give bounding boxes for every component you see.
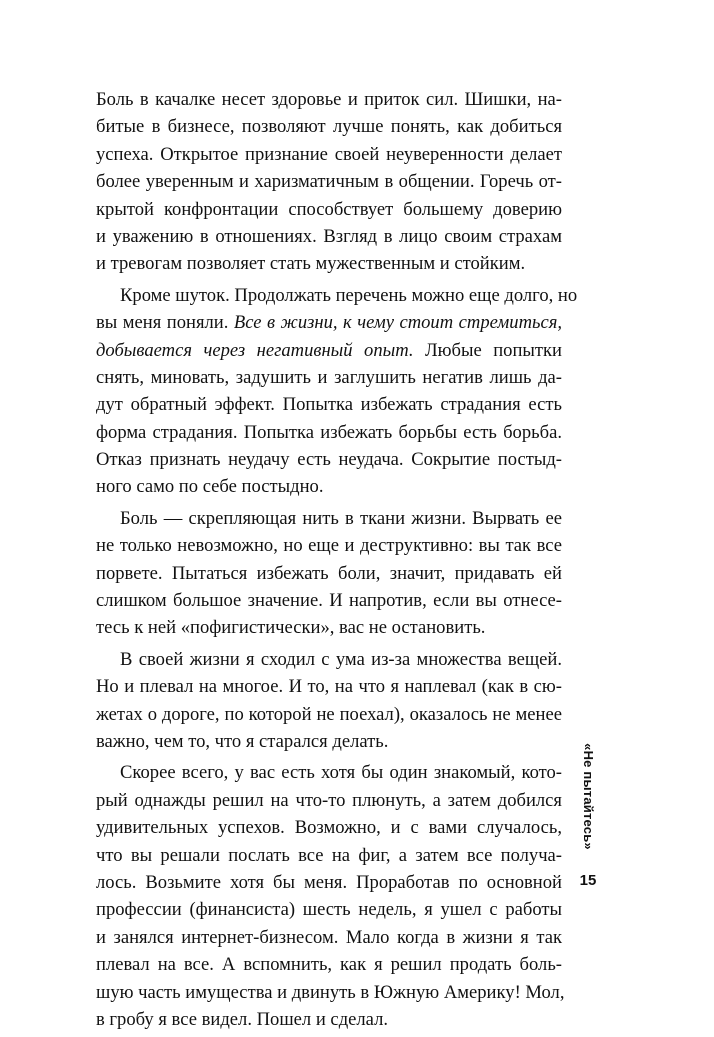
text-line: и тревогам позволяет стать мужественным и стойким. [96,253,526,275]
text-line: дут обратный эффект. Попытка избежать страдания есть [96,394,562,416]
paragraph [96,759,565,1033]
text-line: что вы решали послать все на фиг, а затем все получа- [96,844,562,866]
text-line: плевал на все. А вспомнить, как я решил продать боль- [96,954,562,976]
text-line: снять, миновать, задушить и заглушить негатив лишь да- [96,366,562,388]
text-line: успеха. Открытое признание своей неуверенности делает [96,143,562,165]
paragraph [96,86,562,278]
emphasis: добывается через негативный опыт. [96,339,414,361]
text-line: Скорее всего, у вас есть хотя бы один знакомый, кото- [120,762,562,784]
text-line: лось. Возьмите хотя бы меня. Проработав по основной [96,871,562,893]
text-line: в гробу я все видел. Пошел и сделал. [96,1008,389,1030]
text-line: Отказ признать неудачу есть неудача. Сокрытие постыд- [96,449,562,471]
text-line: и уважению в отношениях. Взгляд в лицо своим страхам [96,225,562,247]
running-title [560,742,616,850]
text-line: Боль — скрепляющая нить в ткани жизни. Вырвать ее [120,507,562,529]
text-line: важно, чем то, что я старался делать. [96,730,389,752]
text-line: битые в бизнесе, позволяют лучше понять, как добиться [96,116,562,138]
text-line: В своей жизни я сходил с ума из-за множества вещей. [120,648,562,670]
running-title-text: «Не пытайтесь» [580,742,596,850]
emphasis: Все в жизни, к чему стоит стремиться, [233,312,563,334]
text-line: добывается через негативный опыт. Любые попытки [96,339,562,361]
text-line: рый однажды решил на что-то плюнуть, а затем добился [96,789,562,811]
paragraph [96,505,562,642]
text-line: Кроме шуток. Продолжать перечень можно еще долго, но [120,284,578,306]
text-line: тесь к ней «пофигистически», вас не остановить. [96,617,486,639]
text-line: шую часть имущества и двинуть в Южную Америку! Мол, [96,981,565,1003]
text-line: крытой конфронтации способствует большему доверию [96,198,562,220]
text-line: Но и плевал на многое. И то, на что я наплевал (как в сю- [96,676,562,698]
text-line: и занялся интернет-бизнесом. Мало когда в жизни я так [96,926,562,948]
text-line: ного само по себе постыдно. [96,476,324,498]
text-line: жетах о дороге, по которой не поехал), оказалось не менее [96,703,562,725]
text-line: форма страдания. Попытка избежать борьбы есть борьба. [96,421,562,443]
text-line: более уверенным и харизматичным в общении. Горечь от- [96,171,562,193]
text-line: слишком большое значение. И напротив, если вы отнесе- [96,590,562,612]
text-line: вы меня поняли. Все в жизни, к чему стоит стремиться, [96,312,563,334]
text-line: порвете. Пытаться избежать боли, значит, придавать ей [96,562,562,584]
page-number: 15 [579,872,597,889]
text-line: удивительных успехов. Возможно, и с вами случалось, [96,817,562,839]
text-line: профессии (финансиста) шесть недель, я ушел с работы [96,899,562,921]
text-line: Боль в качалке несет здоровье и приток сил. Шишки, на- [96,89,562,110]
text-line: не только невозможно, но еще и деструктивно: вы так все [96,535,562,557]
paragraph [96,646,562,756]
paragraph [96,282,578,501]
body-text [96,86,578,1037]
